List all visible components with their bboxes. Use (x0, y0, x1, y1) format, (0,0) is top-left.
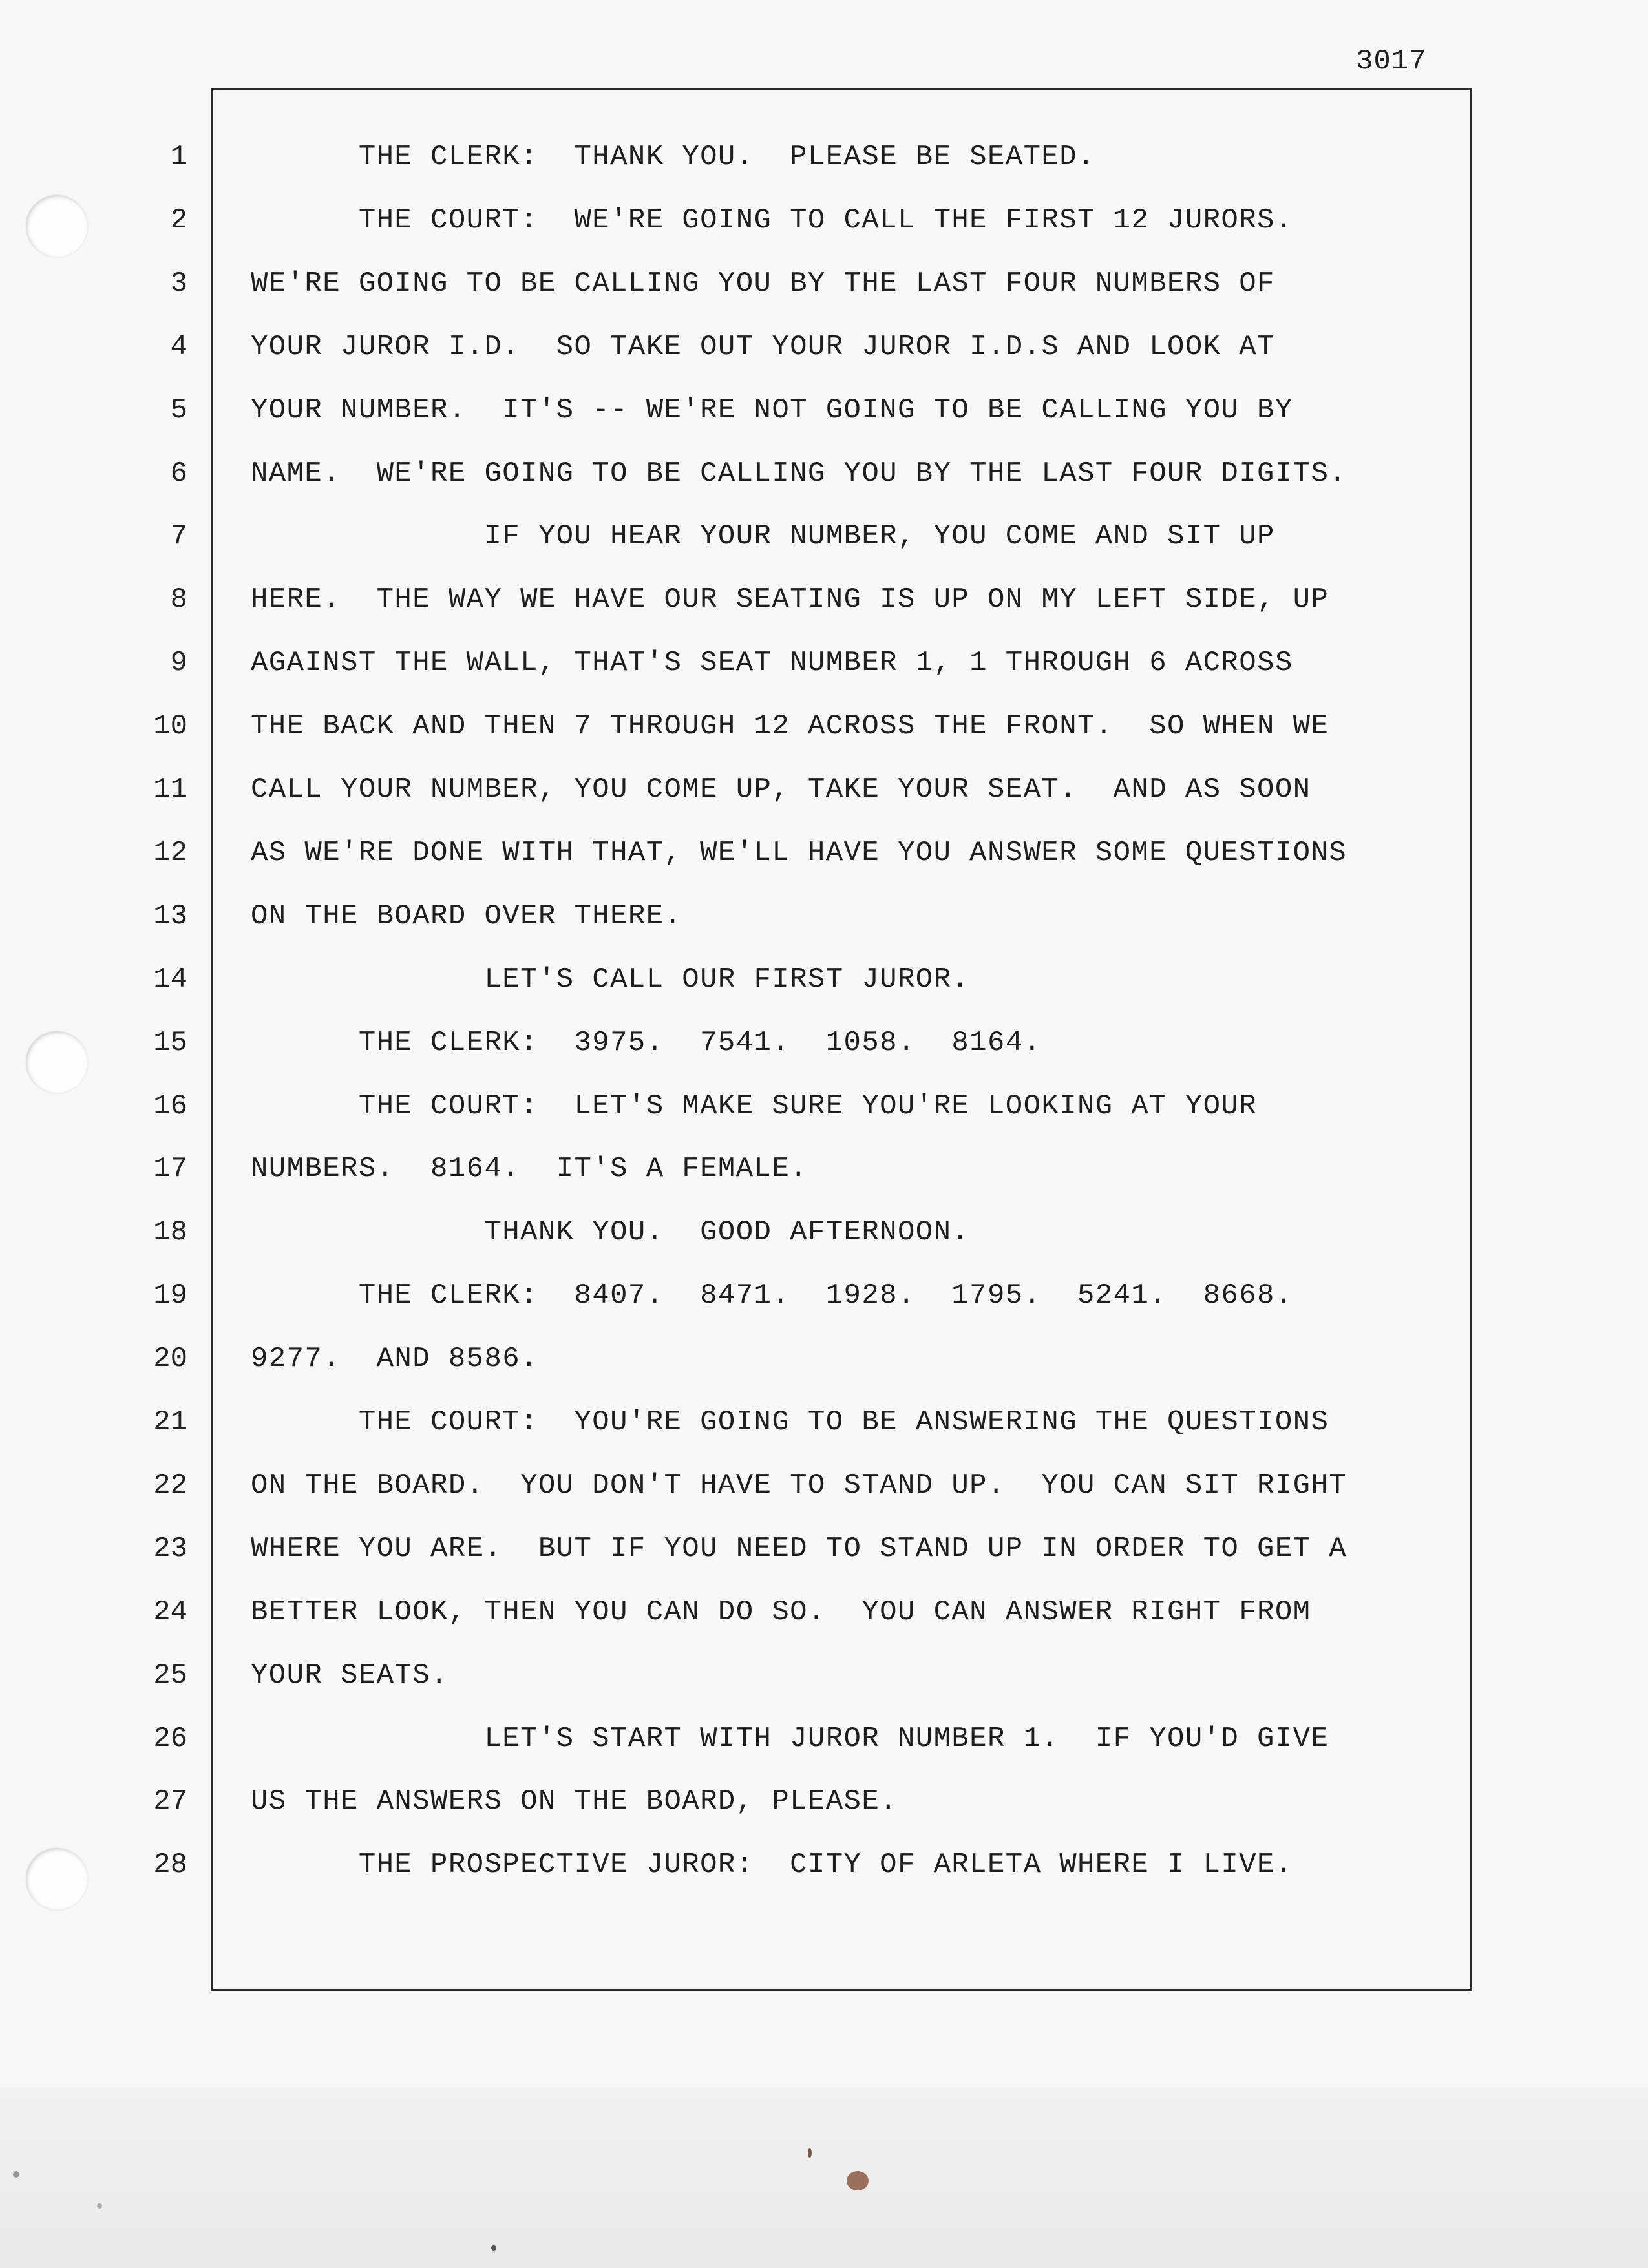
scan-speck (847, 2171, 869, 2190)
binder-hole-top (26, 195, 88, 257)
transcript-line: HERE. THE WAY WE HAVE OUR SEATING IS UP ON MY LEFT SIDE, UP (251, 583, 1329, 616)
transcript-line: ON THE BOARD OVER THERE. (251, 900, 682, 932)
transcript-line: LET'S CALL OUR FIRST JUROR. (251, 963, 970, 996)
transcript-line: US THE ANSWERS ON THE BOARD, PLEASE. (251, 1785, 898, 1818)
binder-hole-bottom (26, 1848, 88, 1910)
binder-hole-middle (26, 1031, 88, 1093)
transcript-line: AGAINST THE WALL, THAT'S SEAT NUMBER 1, 1 THROUGH 6 ACROSS (251, 647, 1293, 679)
transcript-line: THE COURT: LET'S MAKE SURE YOU'RE LOOKING AT YOUR (251, 1090, 1258, 1122)
transcript-line: YOUR SEATS. (251, 1659, 449, 1692)
line-number: 6 (170, 457, 187, 490)
line-number: 15 (153, 1027, 187, 1059)
transcript-line: THE CLERK: 3975. 7541. 1058. 8164. (251, 1027, 1042, 1059)
scan-speck (97, 2203, 102, 2209)
transcript-line: YOUR JUROR I.D. SO TAKE OUT YOUR JUROR I.D.S AND LOOK AT (251, 331, 1275, 363)
transcript-line: CALL YOUR NUMBER, YOU COME UP, TAKE YOUR SEAT. AND AS SOON (251, 773, 1311, 806)
line-number: 5 (170, 394, 187, 426)
line-number: 17 (153, 1153, 187, 1185)
transcript-line: AS WE'RE DONE WITH THAT, WE'LL HAVE YOU ANSWER SOME QUESTIONS (251, 837, 1347, 869)
transcript-line: ON THE BOARD. YOU DON'T HAVE TO STAND UP. YOU CAN SIT RIGHT (251, 1469, 1347, 1502)
line-number: 19 (153, 1279, 187, 1312)
transcript-line: WE'RE GOING TO BE CALLING YOU BY THE LAST FOUR NUMBERS OF (251, 268, 1275, 300)
transcript-line: WHERE YOU ARE. BUT IF YOU NEED TO STAND UP IN ORDER TO GET A (251, 1533, 1347, 1565)
scan-speck (13, 2171, 19, 2178)
line-number: 18 (153, 1216, 187, 1248)
transcript-line: NUMBERS. 8164. IT'S A FEMALE. (251, 1153, 808, 1185)
line-number: 9 (170, 647, 187, 679)
line-number: 14 (153, 963, 187, 996)
scan-bottom-margin (0, 2087, 1648, 2268)
scan-speck (808, 2148, 812, 2158)
transcript-line: THE COURT: WE'RE GOING TO CALL THE FIRST 12 JURORS. (251, 204, 1293, 236)
line-number: 7 (170, 520, 187, 552)
line-number: 22 (153, 1469, 187, 1502)
line-number: 2 (170, 204, 187, 236)
transcript-line: BETTER LOOK, THEN YOU CAN DO SO. YOU CAN ANSWER RIGHT FROM (251, 1596, 1311, 1628)
transcript-line: THANK YOU. GOOD AFTERNOON. (251, 1216, 970, 1248)
transcript-line: NAME. WE'RE GOING TO BE CALLING YOU BY THE LAST FOUR DIGITS. (251, 457, 1347, 490)
line-number: 27 (153, 1785, 187, 1818)
transcript-line: THE CLERK: THANK YOU. PLEASE BE SEATED. (251, 141, 1095, 173)
scan-speck (491, 2245, 496, 2251)
transcript-line: IF YOU HEAR YOUR NUMBER, YOU COME AND SIT UP (251, 520, 1275, 552)
line-number: 25 (153, 1659, 187, 1692)
line-number: 24 (153, 1596, 187, 1628)
line-number: 21 (153, 1406, 187, 1438)
transcript-line: THE CLERK: 8407. 8471. 1928. 1795. 5241. 8668. (251, 1279, 1293, 1312)
line-number: 10 (153, 710, 187, 742)
transcript-line: THE PROSPECTIVE JUROR: CITY OF ARLETA WHERE I LIVE. (251, 1849, 1293, 1881)
transcript-line: THE BACK AND THEN 7 THROUGH 12 ACROSS THE FRONT. SO WHEN WE (251, 710, 1329, 742)
transcript-line: THE COURT: YOU'RE GOING TO BE ANSWERING THE QUESTIONS (251, 1406, 1329, 1438)
line-number: 20 (153, 1343, 187, 1375)
transcript-line: LET'S START WITH JUROR NUMBER 1. IF YOU'D GIVE (251, 1723, 1329, 1755)
line-number: 16 (153, 1090, 187, 1122)
line-number: 28 (153, 1849, 187, 1881)
line-number: 11 (153, 773, 187, 806)
line-number: 13 (153, 900, 187, 932)
line-number: 3 (170, 268, 187, 300)
transcript-line: YOUR NUMBER. IT'S -- WE'RE NOT GOING TO BE CALLING YOU BY (251, 394, 1293, 426)
line-number: 26 (153, 1723, 187, 1755)
transcript-line: 9277. AND 8586. (251, 1343, 538, 1375)
line-number: 8 (170, 583, 187, 616)
line-number: 4 (170, 331, 187, 363)
line-number: 12 (153, 837, 187, 869)
line-number: 1 (170, 141, 187, 173)
page-number: 3017 (1356, 45, 1427, 78)
line-number: 23 (153, 1533, 187, 1565)
